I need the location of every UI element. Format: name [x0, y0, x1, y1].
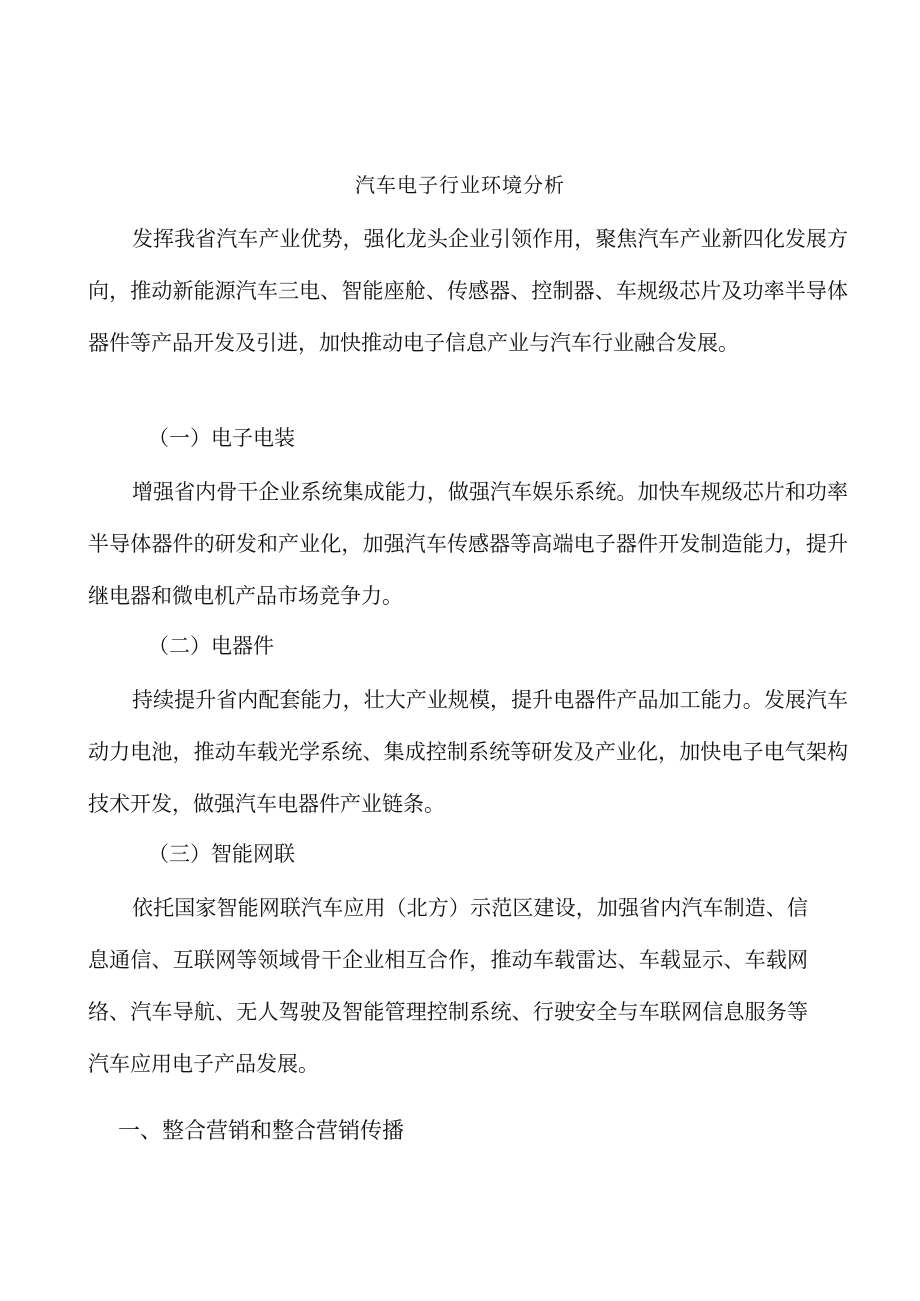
chapter-heading: 一、整合营销和整合营销传播	[118, 1119, 405, 1144]
section-body-electronics: 增强省内骨干企业系统集成能力，做强汽车娱乐系统。加快车规级芯片和功率半导体器件的研发和产业化，加强汽车传感器等高端电子器件开发制造能力，提升继电器和微电机产品市场竞争力。	[88, 480, 848, 608]
intro-paragraph: 发挥我省汽车产业优势，强化龙头企业引领作用，聚焦汽车产业新四化发展方向，推动新能源汽车三电、智能座舱、传感器、控制器、车规级芯片及功率半导体器件等产品开发及引进，加快推动电子信息产业与汽车行业融合发展。	[88, 227, 848, 355]
section-body-intelligent-connected: 依托国家智能网联汽车应用（北方）示范区建设，加强省内汽车制造、信息通信、互联网等领域骨干企业相互合作，推动车载雷达、车载显示、车载网络、汽车导航、无人驾驶及智能管理控制系统、行驶安全与车联网信息服务等汽车应用电子产品发展。	[88, 896, 808, 1076]
section-body-electrical-parts: 持续提升省内配套能力，壮大产业规模，提升电器件产品加工能力。发展汽车动力电池，推动车载光学系统、集成控制系统等研发及产业化，加快电子电气架构技术开发，做强汽车电器件产业链条。	[88, 688, 848, 816]
section-heading-electrical-parts: （二）电器件	[148, 634, 274, 658]
section-heading-intelligent-connected: （三）智能网联	[148, 842, 295, 866]
document-title: 汽车电子行业环境分析	[355, 173, 565, 197]
section-heading-electronics: （一）电子电装	[148, 426, 295, 450]
